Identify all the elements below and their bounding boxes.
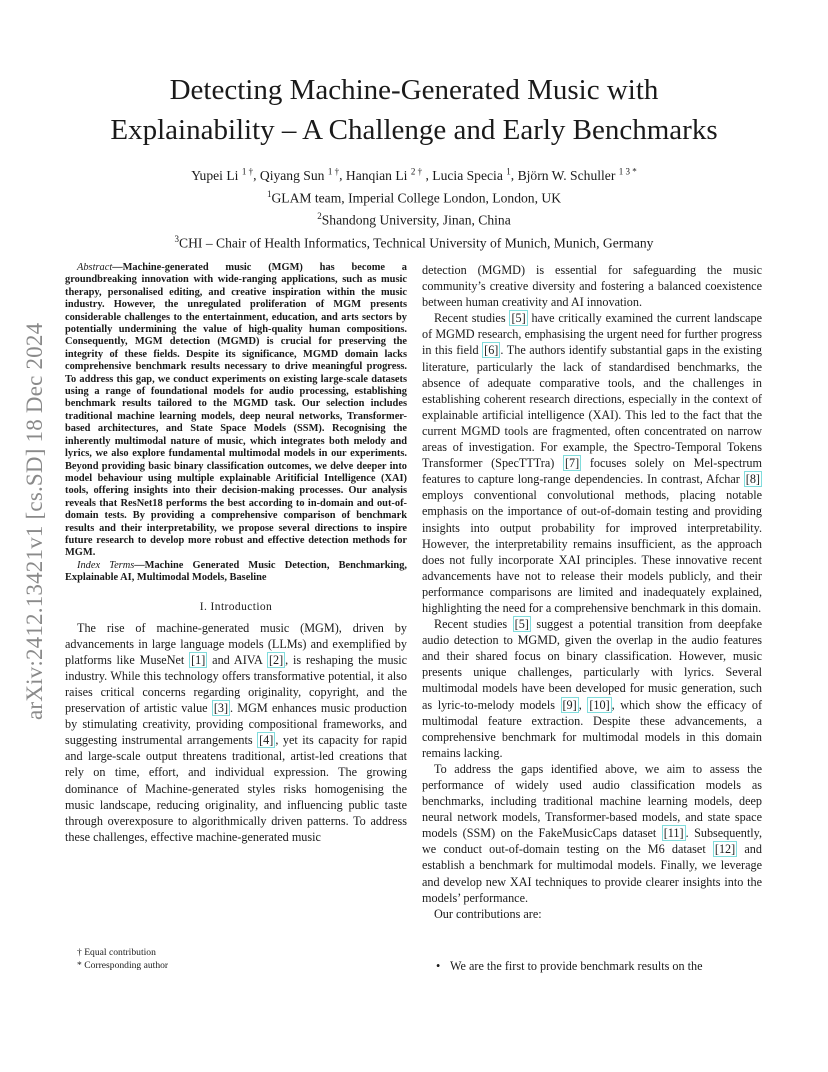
index-terms-text: —Machine Generated Music Detection, Benchmarking, Explainable AI, Multimodal Models, Baseline bbox=[65, 559, 408, 584]
author-block bbox=[40, 162, 788, 252]
author-name: Qiyang Sun $^{1 \dagger}$ bbox=[259, 166, 340, 183]
contribution-bullet-text: We are the first to provide benchmark results on the bbox=[450, 959, 703, 973]
paper-title bbox=[40, 70, 788, 150]
bullet-dot-icon: • bbox=[436, 959, 441, 973]
citation-link[interactable]: [11] bbox=[663, 826, 684, 841]
left-column bbox=[65, 262, 407, 845]
arxiv-identifier: arXiv:2412.13421v1 [cs.SD] 18 Dec 2024 bbox=[22, 322, 47, 720]
index-terms bbox=[65, 560, 407, 585]
citation-link[interactable]: [8] bbox=[745, 472, 760, 487]
contribution-bullet-1 bbox=[436, 958, 762, 974]
author-affiliation-marker: 1 3 * bbox=[618, 166, 637, 176]
footnote-equal-contribution: † Equal contribution bbox=[77, 947, 156, 958]
affiliation-3: $^3$CHI – Chair of Health Informatics, Technical University of Munich, Munich, Germany bbox=[174, 233, 654, 251]
intro-paragraph-3: Recent studies [5] suggest a potential transition from deepfake audio detection to MGMD, given the overlap in the audio features and their shared focus on binary classification. However, music presents unique challenges, particularly with lyrics. Several multimodal models have been developed for music generation, such as lyric-to-melody models [9] , [10] , which show the efficacy of multimodal feature extraction. Despite these advancements, a comprehensive benchmark for multimodal models in this domain remains lacking. bbox=[422, 617, 763, 760]
intro-paragraph-2: Recent studies [5] have critically examined the current landscape of MGMD research, emphasising the urgent need for further progress in this field [6] . The authors identify substantial gaps in the existing literature, particularly the lack of standardised benchmarks, the absence of adequate comparative tools, and the challenges in establishing coherent research directions, especially in the context of explainable artificial intelligence (XAI). This led to the fact that the current MGMD tools are fragmented, often concentrated on narrow areas of investigation. For example, the Spectro-Temporal Tokens Transformer (SpecTTTra) [7] focuses solely on Mel-spectrum features to capture long-range dependencies. In contrast, Afchar [8] employs conventional convolutional methods, placing notable emphasis on the importance of out-of-domain testing and providing insights into output probability for improved interpretability. However, the interpretability remains insufficient, as the approach does not fully incorporate XAI principles. These innovative recent advancements have not to release their models publicly, and their performance comparisons are limited and inadequately explained, highlighting the need for a comprehensive benchmark in this domain. bbox=[422, 311, 762, 615]
citation-link[interactable]: [4] bbox=[259, 733, 274, 748]
citation-link[interactable]: [2] bbox=[268, 652, 284, 667]
citation-link[interactable]: [9] bbox=[562, 697, 577, 712]
index-terms-label: Index Terms bbox=[77, 559, 135, 571]
contributions-lead: Our contributions are: bbox=[434, 906, 542, 921]
author-name: Yupei Li $^{1 \dagger}$ bbox=[191, 166, 254, 183]
abstract-text: —Machine-generated music (MGM) has become a groundbreaking innovation with wide-ranging applications, such as music therapy, personalised editing, and creative inspiration within the music industry. However, the unregulated proliferation of MGM presents considerable challenges to the entertainment, education, and arts sectors by potentially undermining the value of high-quality human compositions. Consequently, MGM detection (MGMD) is crucial for preserving the integrity of these fields. Despite its significance, MGMD domain lacks comprehensive benchmark results necessary to drive meaningful progress. To address this gap, we conduct experiments on existing large-scale datasets using a range of foundational models for audio processing, establishing benchmark results tailored to the MGMD task. Our selection includes traditional machine learning models, deep neural networks, Transformer-based architectures, and State Space Models (SSM). Recognising the inherently multimodal nature of music, which integrates both melody and lyrics, we also explore fundamental multimodal models in our experiments. Beyond providing basic binary classification outcomes, we delve deeper into model behaviour using multiple explainable Aritificial Intelligence (XAI) tools, offering insights into their decision-making processes. Our analysis reveals that ResNet18 performs the best according to in-domain and out-of-domain tests. By providing a comprehensive comparison of benchmark results and their interpretability, we propose several directions to inspire future research to develop more robust and effective detection methods for MGM. bbox=[65, 262, 407, 559]
intro-paragraph-4: To address the gaps identified above, we aim to assess the performance of widely used audio classification models as benchmarks, including traditional machine learning models, deep neural network models, Transformer-based models, and state space models (SSM) on the FakeMusicCaps dataset [11] . Subsequently, we conduct out-of-domain testing on the M6 dataset [12] and establish a benchmark for multimodal models. Finally, we leverage and develop new XAI techniques to provide clearer insights into the models’ performance. bbox=[422, 761, 762, 905]
right-column bbox=[422, 262, 762, 922]
citation-link[interactable]: [10] bbox=[589, 697, 610, 712]
citation-link[interactable]: [7] bbox=[564, 456, 580, 471]
author-name: Hanqian Li $^{2 \dagger}$ bbox=[345, 166, 423, 183]
citation-link[interactable]: [5] bbox=[514, 617, 529, 632]
citation-link[interactable]: [12] bbox=[714, 842, 736, 857]
footnotes bbox=[77, 947, 397, 972]
intro-paragraph-1: The rise of machine-generated music (MGM), driven by advancements in large language models (LLMs) and exemplified by platforms like MuseNet [1] and AIVA [2] , is reshaping the music industry. While this technology offers transformative potential, it also raises critical concerns regarding originality, copyright, and the preservation of artistic value [3] . MGM enhances music production by stimulating creativity, providing compositional frameworks, and suggesting instrumental arrangements [4] , yet its capacity for rapid and large-scale output threatens traditional, artist-led creations that rely on time, effort, and individual expression. The growing dominance of Machine-generated styles risks homogenising the music landscape, reducing originality, and influencing public taste through overexposure to algorithmically driven patterns. To address these challenges, effective machine-generated music bbox=[65, 620, 407, 844]
author-affiliation-marker: 1 † bbox=[327, 166, 340, 176]
citation-link[interactable]: [1] bbox=[191, 652, 206, 667]
author-affiliation-marker: 1 † bbox=[241, 166, 254, 176]
abstract bbox=[65, 262, 407, 560]
title-line-2: Explainability – A Challenge and Early Benchmarks bbox=[110, 114, 718, 146]
affiliation-1: $^1$GLAM team, Imperial College London, London, UK bbox=[266, 188, 562, 206]
citation-link[interactable]: [5] bbox=[511, 311, 526, 326]
citation-link[interactable]: [3] bbox=[213, 701, 229, 716]
abstract-label: Abstract bbox=[77, 262, 113, 273]
author-affiliation-marker: 2 † bbox=[410, 166, 423, 176]
author-name: Björn W. Schuller $^{1 3 *}$ bbox=[517, 166, 637, 183]
affiliation-2: $^2$Shandong University, Jinan, China bbox=[317, 211, 511, 228]
author-names: Yupei Li $^{1 \dagger}$, Qiyang Sun $^{1 \dagger}$, Hanqian Li $^{2 \dagger}$ , Lucia Specia $^1$, Björn W. Schuller $^{1 3 *}$ bbox=[191, 166, 637, 183]
author-name: Lucia Specia $^1$ bbox=[432, 166, 511, 183]
footnote-corresponding-author: * Corresponding author bbox=[77, 959, 169, 971]
title-line-1: Detecting Machine-Generated Music with bbox=[169, 74, 659, 106]
citation-link[interactable]: [6] bbox=[484, 343, 499, 358]
intro-paragraph-continued: detection (MGMD) is essential for safeguarding the music community’s creative diversity and fostering a balanced coexistence between human creativity and AI innovation. bbox=[422, 263, 762, 310]
section-heading-introduction: I. Introduction bbox=[199, 600, 273, 613]
author-affiliation-marker: 1 bbox=[506, 166, 511, 176]
